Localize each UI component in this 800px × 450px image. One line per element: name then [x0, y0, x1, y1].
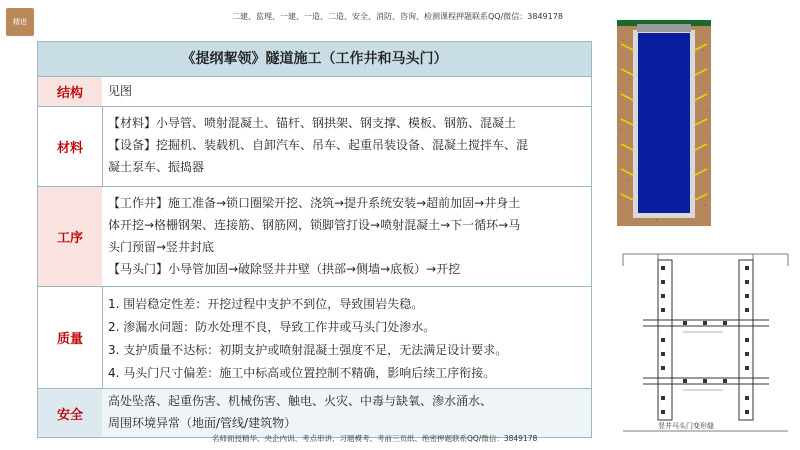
row-content-safety: [102, 389, 591, 437]
row-label-structure: 结构: [38, 77, 102, 106]
row-label-quality: 质量: [38, 287, 102, 388]
row-label-safety: 安全: [38, 389, 102, 437]
shaft-cross-section-illustration: [617, 20, 711, 226]
drawing-svg: [613, 246, 798, 442]
table-row-process: [38, 187, 591, 287]
row-content-process: [102, 187, 591, 286]
equipment-line-cont: 凝土泵车、振捣器: [108, 160, 205, 174]
summary-table: [37, 41, 592, 438]
table-row-materials: [38, 107, 591, 187]
footer-contact-text: 名师面授精华、央企内训、考点串讲、习题模考、考前三页纸、绝密押题联系QQ/微信：3849178: [212, 434, 538, 443]
structure-line: 见图: [108, 84, 133, 98]
quality-item: 2. 渗漏水问题：防水处理不良，导致工作井或马头门处渗水。: [108, 320, 436, 334]
safety-line: 高处坠落、起重伤害、机械伤害、触电、火灾、中毒与缺氧、渗水涌水、: [108, 394, 493, 408]
materials-line: 【材料】小导管、喷射混凝土、锚杆、钢拱架、钢支撑、模板、钢筋、混凝土: [108, 116, 517, 130]
table-row-safety: [38, 389, 591, 437]
table-row-quality: [38, 287, 591, 389]
brand-logo: 精进: [6, 8, 34, 36]
process-line: 【工作井】施工准备→锁口圈梁开挖、浇筑→提升系统安装→超前加固→井身土: [108, 196, 521, 210]
safety-line: 周围环境异常（地面/管线/建筑物）: [108, 416, 297, 430]
row-label-materials: 材料: [38, 107, 102, 186]
quality-item: 3. 支护质量不达标：初期支护或喷射混凝土强度不足，无法满足设计要求。: [108, 343, 508, 357]
quality-item: 4. 马头门尺寸偏差：施工中标高或位置控制不精确，影响后续工序衔接。: [108, 366, 496, 380]
process-line: 头门预留→竖井封底: [108, 240, 215, 254]
drawing-caption: 竖井马头门变形缝: [658, 422, 714, 430]
row-content-quality: [102, 287, 591, 388]
header-contact-text: 二建、监理、一建、一造、二造、安全、消防、咨询、检测课程押题联系QQ/微信：3849178: [232, 12, 563, 21]
quality-item: 1. 围岩稳定性差：开挖过程中支护不到位，导致围岩失稳。: [108, 297, 424, 311]
table-row-structure: [38, 77, 591, 107]
process-line: 【马头门】小导管加固→破除竖井井壁（拱部→侧墙→底板）→开挖: [108, 262, 461, 276]
row-content-materials: [102, 107, 591, 186]
row-content-structure: [102, 77, 591, 106]
shaft-horsehead-door-drawing: [613, 246, 798, 442]
shaft-svg: [617, 20, 711, 226]
table-title: 《提纲挈领》隧道施工（工作井和马头门）: [38, 42, 591, 77]
process-line: 体开挖→格栅钢架、连接筋、钢筋网，锁脚管打设→喷射混凝土→下一循环→马: [108, 218, 521, 232]
equipment-line: 【设备】挖掘机、装载机、自卸汽车、吊车、起重吊装设备、混凝土搅拌车、混: [108, 138, 529, 152]
row-label-process: 工序: [38, 187, 102, 286]
